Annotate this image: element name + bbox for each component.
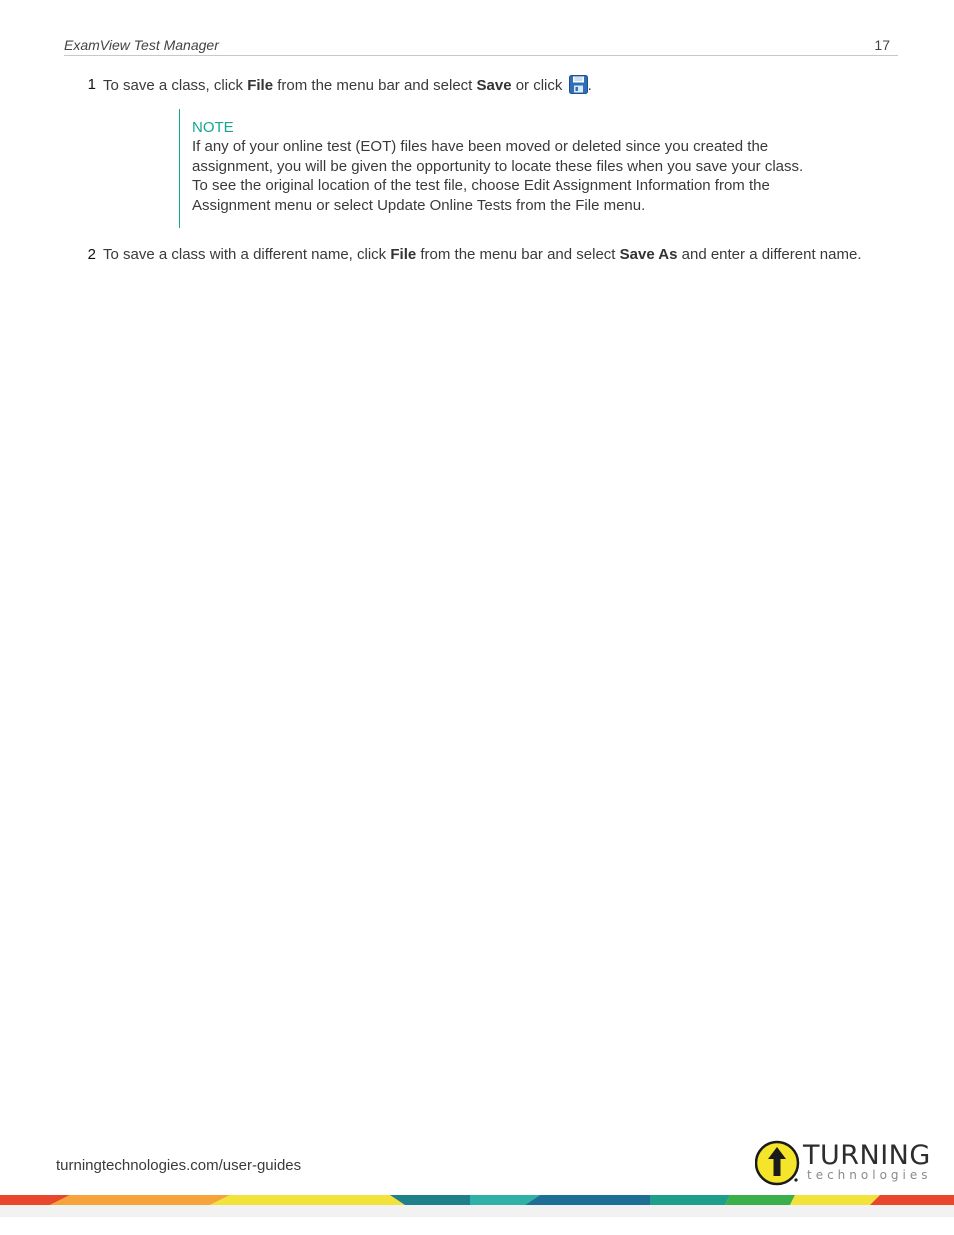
step-number: 1 [87,76,96,93]
footer-url[interactable]: turningtechnologies.com/user-guides [56,1157,302,1174]
page-header [64,36,898,56]
menu-save-label: Save [476,77,512,94]
note-box [179,109,830,228]
step-text: To save a class, click File from the menu bar and select Save or click . [103,77,592,94]
step-number: 2 [87,246,96,263]
menu-save-as-label: Save As [619,246,678,263]
note-line: To see the original location of the test file, choose Edit Assignment Information from the [192,177,770,194]
note-line: If any of your online test (EOT) files have been moved or deleted since you created the [192,138,769,155]
note-line: Assignment menu or select Update Online Tests from the File menu. [192,196,646,214]
page-number: 17 [874,37,890,53]
save-floppy-icon [569,75,588,94]
note-body [192,137,822,215]
step-text: To save a class with a different name, click File from the menu bar and select Save As and enter a different name. [103,246,862,263]
logo-wordmark: TURNING [803,1140,931,1171]
turning-arrow-logo-icon [755,1140,801,1186]
logo-subtitle: technologies [807,1168,932,1182]
turning-technologies-logo [755,1140,935,1188]
footer-color-stripe [0,1195,954,1217]
menu-file-label: File [247,77,274,94]
note-line: assignment, you will be given the opportunity to locate these files when you save your class. [192,157,804,175]
note-label: NOTE [192,119,234,136]
menu-file-label: File [390,246,417,263]
document-title: ExamView Test Manager [64,37,219,53]
